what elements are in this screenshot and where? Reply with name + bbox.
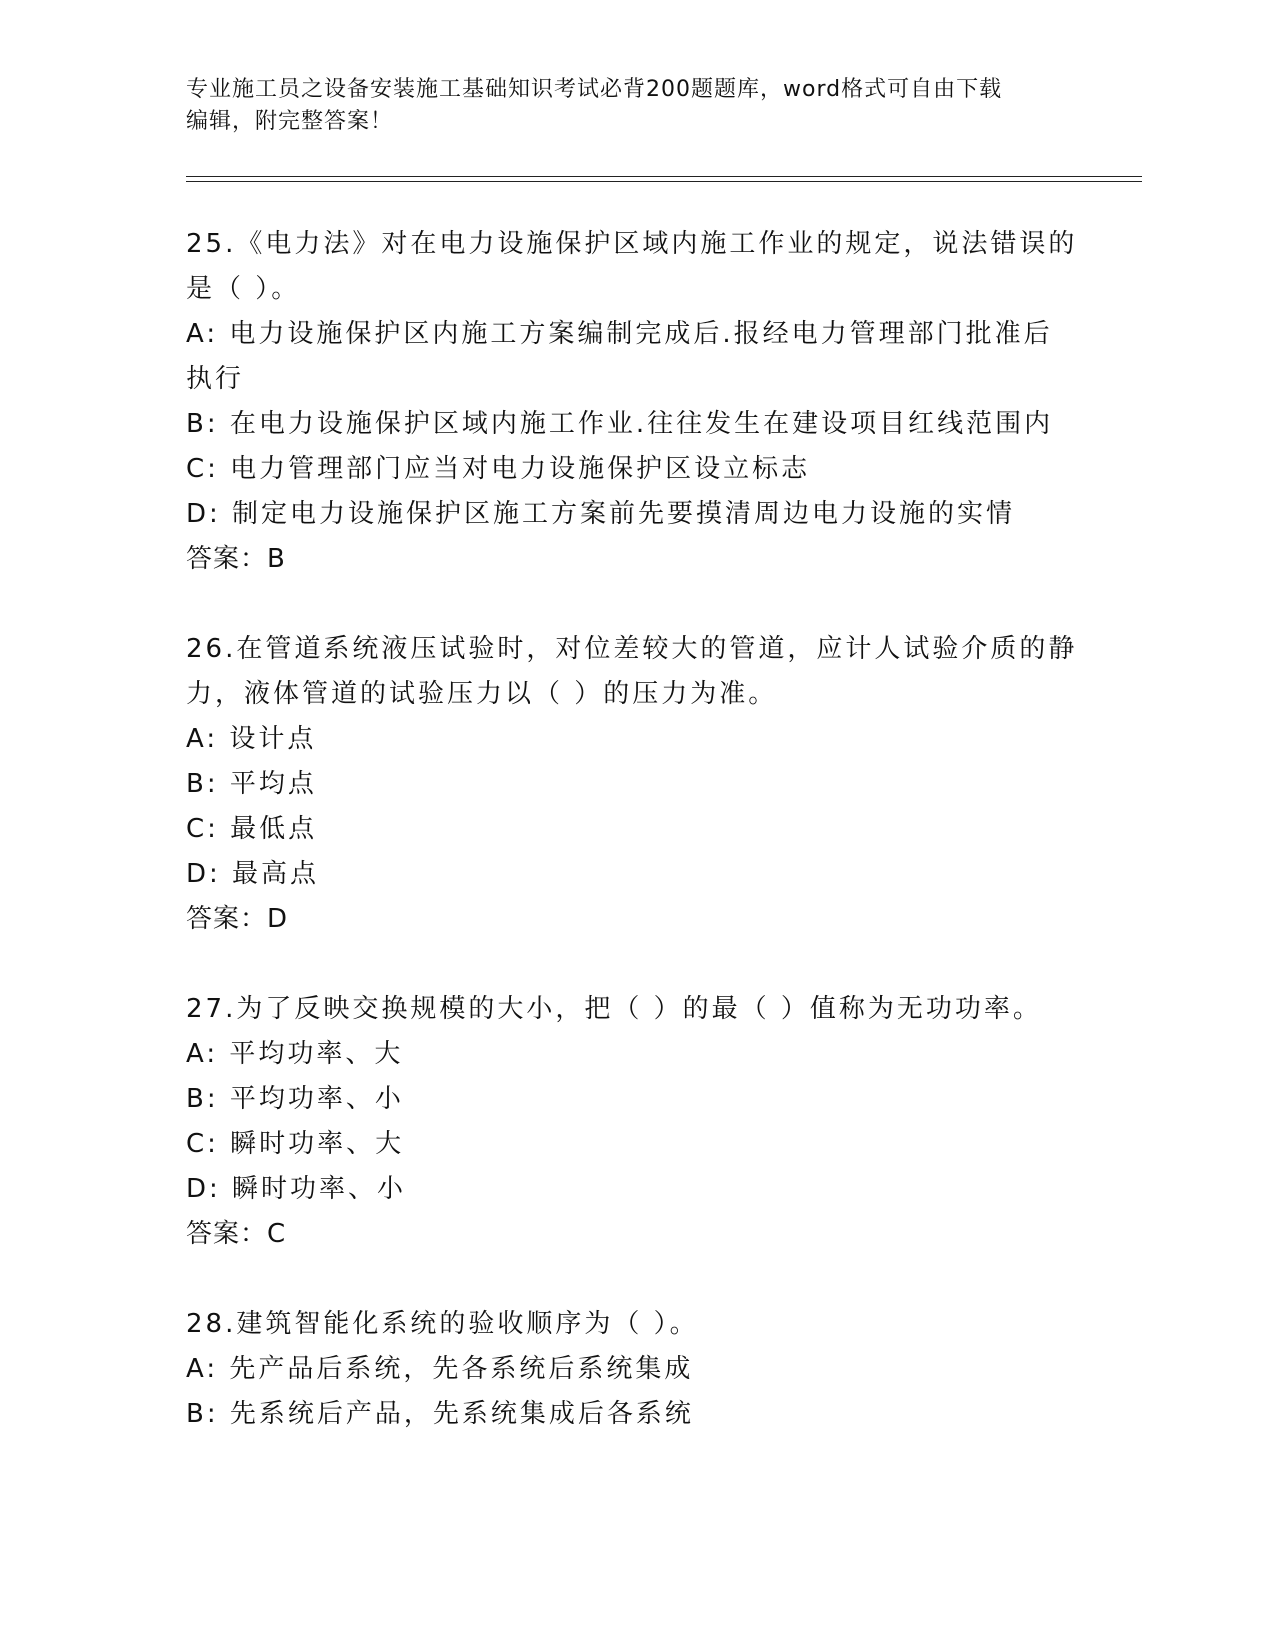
spacer (186, 582, 1086, 627)
header-divider-bottom (186, 181, 1142, 182)
question-stem: 27.为了反映交换规模的大小，把（ ）的最（ ）值称为无功功率。 (186, 994, 1042, 1024)
option-a: A: 先产品后系统，先各系统后系统集成 (186, 1354, 694, 1384)
question-stem: 是（ ）。 (186, 274, 301, 304)
option-b: B: 平均点 (186, 769, 317, 799)
option-a: A: 电力设施保护区内施工方案编制完成后.报经电力管理部门批准后 (186, 319, 1053, 349)
option-a: A: 平均功率、大 (186, 1039, 404, 1069)
question-26 (186, 627, 1086, 942)
question-25 (186, 222, 1086, 582)
option-a: A: 设计点 (186, 724, 317, 754)
option-c: C: 电力管理部门应当对电力设施保护区设立标志 (186, 454, 811, 484)
option-a-continued: 执行 (186, 364, 245, 394)
option-d: D: 制定电力设施保护区施工方案前先要摸清周边电力设施的实情 (186, 499, 1016, 529)
header-divider-top (186, 176, 1142, 177)
question-list (186, 222, 1086, 1437)
question-stem: 26.在管道系统液压试验时，对位差较大的管道，应计人试验介质的静 (186, 634, 1078, 664)
question-stem: 25.《电力法》对在电力设施保护区域内施工作业的规定，说法错误的 (186, 229, 1078, 259)
header-line-2: 编辑，附完整答案！ (186, 109, 394, 134)
question-stem: 28.建筑智能化系统的验收顺序为（ ）。 (186, 1309, 699, 1339)
option-b: B: 平均功率、小 (186, 1084, 404, 1114)
answer-label: 答案：D (186, 904, 289, 934)
header-line-1: 专业施工员之设备安装施工基础知识考试必背200题题库，word格式可自由下载 (186, 77, 1003, 102)
option-d: D: 瞬时功率、小 (186, 1174, 407, 1204)
spacer (186, 942, 1086, 987)
option-d: D: 最高点 (186, 859, 320, 889)
option-c: C: 瞬时功率、大 (186, 1129, 405, 1159)
question-28 (186, 1302, 1086, 1437)
answer-label: 答案：C (186, 1219, 287, 1249)
question-stem: 力，液体管道的试验压力以（ ）的压力为准。 (186, 679, 778, 709)
spacer (186, 1257, 1086, 1302)
question-27 (186, 987, 1086, 1257)
option-b: B: 先系统后产品，先系统集成后各系统 (186, 1399, 694, 1429)
document-header (186, 74, 1106, 138)
answer-label: 答案：B (186, 544, 286, 574)
option-c: C: 最低点 (186, 814, 318, 844)
option-b: B: 在电力设施保护区域内施工作业.往往发生在建设项目红线范围内 (186, 409, 1054, 439)
